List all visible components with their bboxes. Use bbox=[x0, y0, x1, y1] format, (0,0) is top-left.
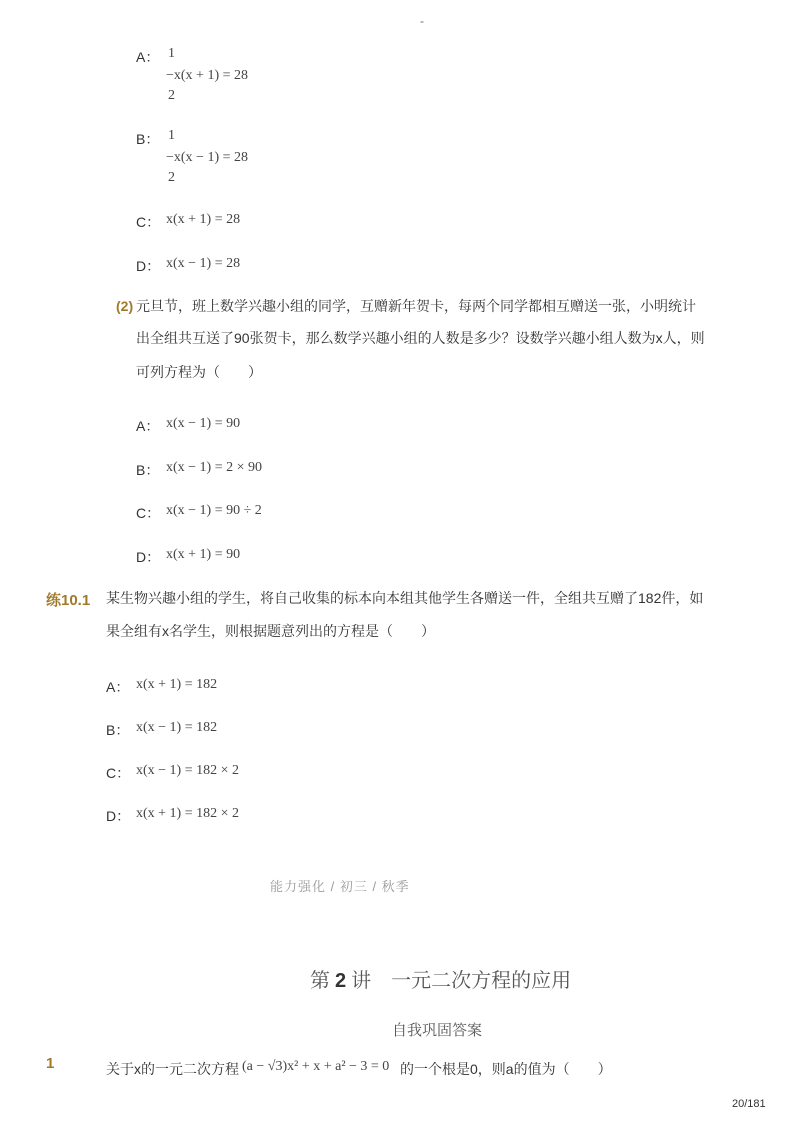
option-expression: −x(x − 1) = 28 bbox=[166, 150, 249, 165]
fraction-denominator: 2 bbox=[168, 88, 175, 103]
question-text-line-2: 出全组共互送了90张贺卡，那么数学兴趣小组的人数是多少？设数学兴趣小组人数为x人，则 bbox=[136, 330, 705, 346]
option-label: D： bbox=[106, 808, 131, 824]
option-label: B： bbox=[136, 131, 160, 147]
question-number: (2) bbox=[116, 298, 134, 314]
practice-text-line-1: 某生物兴趣小组的学生，将自己收集的标本向本组其他学生各赠送一件，全组共互赠了182件，如 bbox=[106, 590, 704, 606]
option-expression: x(x − 1) = 2 × 90 bbox=[166, 460, 263, 475]
option-label: A： bbox=[136, 418, 160, 434]
option-label: B： bbox=[136, 462, 160, 478]
option-expression: x(x − 1) = 90 ÷ 2 bbox=[166, 503, 262, 518]
lecture-number: 2 bbox=[335, 970, 347, 992]
practice-text-line-2: 果全组有x名学生，则根据题意列出的方程是（ ） bbox=[106, 623, 435, 639]
top-mark: - bbox=[420, 14, 424, 28]
option-expression: x(x − 1) = 182 bbox=[136, 720, 218, 735]
option-label: B： bbox=[106, 722, 130, 738]
option-expression: x(x + 1) = 90 bbox=[166, 547, 241, 562]
question-text-after: 的一个根是0，则a的值为（ ） bbox=[400, 1061, 612, 1077]
page-number: 20/181 bbox=[732, 1098, 766, 1110]
option-expression: x(x + 1) = 182 × 2 bbox=[136, 806, 240, 821]
fraction-numerator: 1 bbox=[168, 128, 175, 143]
fraction-numerator: 1 bbox=[168, 46, 175, 61]
option-label: C： bbox=[136, 214, 161, 230]
section-title: 自我巩固答案 bbox=[392, 1023, 483, 1039]
option-expression: x(x − 1) = 28 bbox=[166, 256, 241, 271]
practice-number: 练10.1 bbox=[46, 592, 91, 609]
option-label: A： bbox=[106, 679, 130, 695]
option-expression: x(x + 1) = 182 bbox=[136, 677, 218, 692]
lecture-prefix: 第 bbox=[310, 970, 330, 992]
question-text-line-3: 可列方程为（ ） bbox=[136, 364, 262, 380]
option-label: C： bbox=[106, 765, 131, 781]
option-expression: x(x + 1) = 28 bbox=[166, 212, 241, 227]
option-label: A： bbox=[136, 49, 160, 65]
fraction-denominator: 2 bbox=[168, 170, 175, 185]
lecture-title bbox=[310, 964, 571, 993]
equation: (a − √3)x² + x + a² − 3 = 0 bbox=[242, 1059, 390, 1074]
option-label: D： bbox=[136, 549, 161, 565]
lecture-name: 讲 一元二次方程的应用 bbox=[351, 970, 572, 992]
question-text-line-1: 元旦节，班上数学兴趣小组的同学，互赠新年贺卡，每两个同学都相互赠送一张，小明统计 bbox=[136, 298, 696, 314]
question-text-before: 关于x的一元二次方程 bbox=[106, 1061, 239, 1077]
option-expression: −x(x + 1) = 28 bbox=[166, 68, 249, 83]
question-number: 1 bbox=[46, 1055, 55, 1072]
option-label: D： bbox=[136, 258, 161, 274]
footer-breadcrumb: 能力强化 / 初三 / 秋季 bbox=[270, 879, 410, 894]
option-expression: x(x − 1) = 182 × 2 bbox=[136, 763, 240, 778]
option-expression: x(x − 1) = 90 bbox=[166, 416, 241, 431]
option-label: C： bbox=[136, 505, 161, 521]
